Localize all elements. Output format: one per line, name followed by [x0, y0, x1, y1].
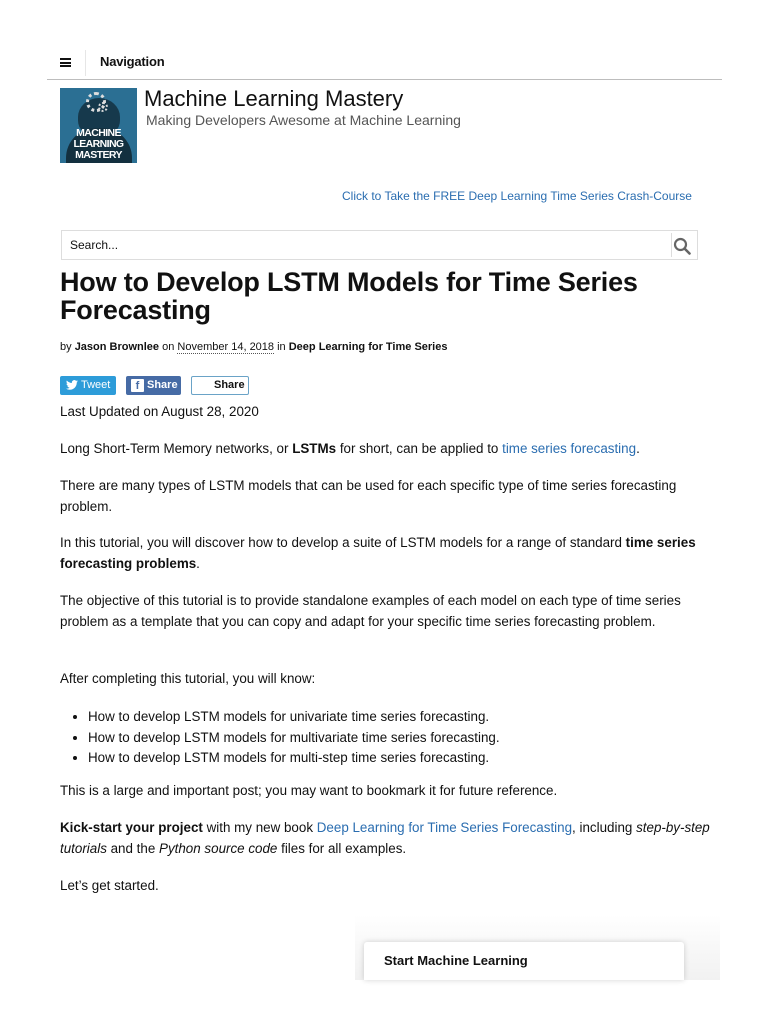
start-ml-widget[interactable] — [364, 942, 684, 980]
last-updated: Last Updated on August 28, 2020 — [60, 404, 259, 419]
logo-text-line: MACHINE — [76, 127, 121, 139]
category-link[interactable]: Deep Learning for Time Series — [288, 341, 448, 353]
paragraph-kickstart — [60, 818, 715, 859]
paragraph-tutorial — [60, 533, 715, 574]
search-input[interactable] — [62, 231, 670, 259]
nav-divider — [85, 50, 86, 76]
facebook-share-label: Share — [147, 379, 178, 391]
byline-on: on — [162, 341, 175, 353]
linkedin-share-button[interactable] — [191, 376, 249, 395]
paragraph-intro — [60, 439, 715, 460]
book-link[interactable]: Deep Learning for Time Series Forecasting — [316, 820, 573, 835]
tweet-label: Tweet — [81, 379, 111, 391]
text: files for all examples. — [277, 840, 407, 856]
bold-text: LSTMs — [292, 441, 337, 456]
logo-text-line: MASTERY — [75, 149, 122, 161]
search-divider — [671, 233, 672, 257]
paragraph-bookmark: This is a large and important post; you may want to bookmark it for future reference. — [60, 783, 558, 798]
tweet-button[interactable] — [60, 376, 116, 395]
paragraph-will-know: After completing this tutorial, you will know: — [60, 671, 316, 686]
hamburger-icon[interactable] — [60, 58, 71, 67]
author-link[interactable]: Jason Brownlee — [74, 341, 160, 353]
facebook-share-button[interactable] — [126, 376, 181, 395]
nav-label[interactable]: Navigation — [100, 54, 165, 69]
list-item: • How to develop LSTM models for multi-step time series forecasting. — [88, 748, 728, 769]
text: . — [196, 555, 200, 571]
twitter-icon — [66, 380, 78, 390]
list-item: • How to develop LSTM models for univariate time series forecasting. — [88, 707, 728, 728]
site-logo[interactable] — [60, 88, 137, 163]
article-title: How to Develop LSTM Models for Time Series Forecasting — [60, 267, 638, 325]
facebook-icon: f — [131, 379, 144, 392]
search-icon[interactable] — [673, 237, 691, 255]
byline-by: by — [60, 341, 72, 353]
italic-text: Python source code — [159, 840, 278, 856]
paragraph-objective: The objective of this tutorial is to provide standalone examples of each model on each type of time series problem as a template that you can copy and adapt for your specific time series forecasting problem. — [60, 593, 681, 629]
search-box — [61, 230, 698, 260]
text: and the — [106, 840, 160, 856]
byline-in: in — [277, 341, 286, 353]
text: for short, can be applied to — [336, 441, 503, 456]
outcomes-list — [60, 707, 728, 769]
logo-text-line: LEARNING — [73, 138, 124, 150]
text: with my new book — [202, 820, 317, 835]
time-series-forecasting-link[interactable]: time series forecasting — [502, 441, 637, 456]
widget-title: Start Machine Learning — [384, 953, 528, 968]
text: , including — [572, 820, 637, 835]
site-title[interactable]: Machine Learning Mastery — [144, 86, 404, 111]
italic-text: step-by-step tutorials — [60, 820, 710, 856]
site-tagline: Making Developers Awesome at Machine Learning — [146, 112, 461, 128]
paragraph-start: Let’s get started. — [60, 878, 159, 893]
text: In this tutorial, you will discover how to develop a suite of LSTM models for a range of standard — [60, 535, 626, 550]
bold-text: time series forecasting problems — [60, 535, 696, 571]
nav-bar — [47, 45, 722, 80]
text: . — [636, 441, 640, 456]
linkedin-share-label: Share — [214, 379, 245, 391]
byline — [60, 341, 447, 353]
bold-text: Kick-start your project — [60, 820, 203, 835]
list-item: • How to develop LSTM models for multivariate time series forecasting. — [88, 728, 728, 749]
crash-course-link[interactable]: Click to Take the FREE Deep Learning Time Series Crash-Course — [342, 189, 692, 203]
paragraph-types: There are many types of LSTM models that can be used for each specific type of time series forecasting problem. — [60, 478, 677, 514]
text: Long Short-Term Memory networks, or — [60, 441, 293, 456]
post-date: November 14, 2018 — [177, 341, 275, 353]
